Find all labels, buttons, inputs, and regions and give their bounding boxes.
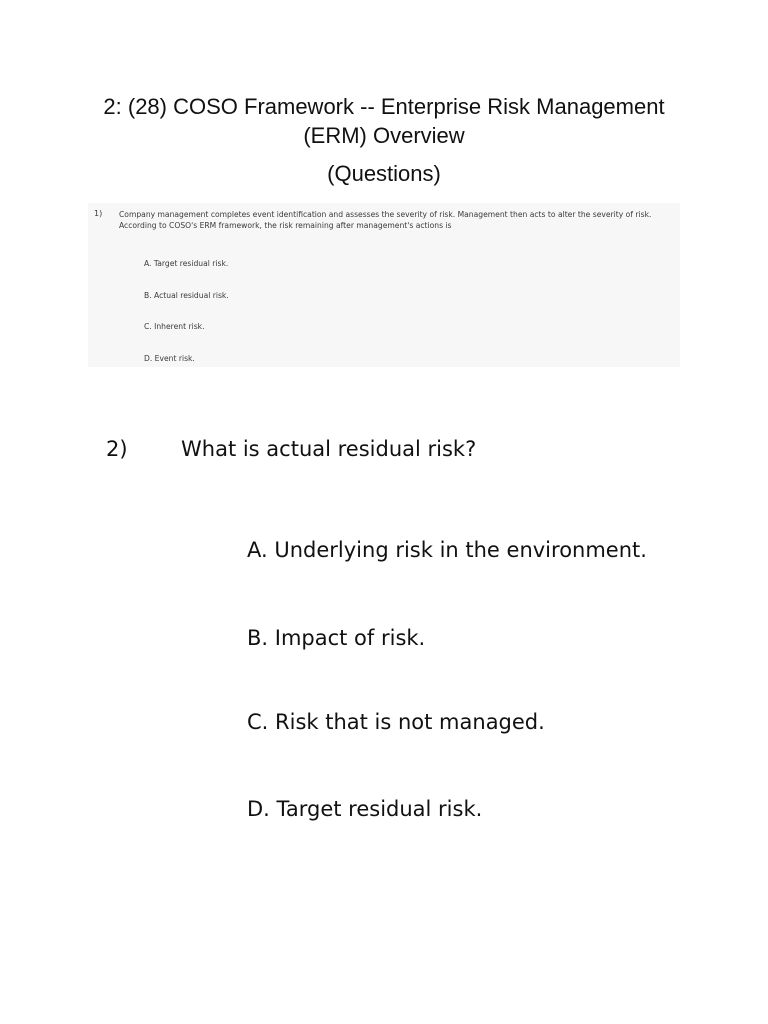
question-2-option-b: B. Impact of risk. xyxy=(247,626,426,650)
question-2-option-c: C. Risk that is not managed. xyxy=(247,710,545,734)
question-1-option-b: B. Actual residual risk. xyxy=(144,291,229,300)
question-1-option-c: C. Inherent risk. xyxy=(144,322,205,331)
question-2-text: What is actual residual risk? xyxy=(181,437,477,461)
question-1-number: 1) xyxy=(94,209,103,218)
document-header xyxy=(0,92,768,188)
question-2-number: 2) xyxy=(106,437,128,461)
question-1-panel xyxy=(88,203,680,367)
question-1-text: Company management completes event identification and assesses the severity of risk. Management then acts to alter the severity of risk. According to COSO's ERM framework, the risk remaining after management's actions is xyxy=(119,210,652,230)
page-title-line2: (ERM) Overview xyxy=(303,123,465,148)
question-1-option-d: D. Event risk. xyxy=(144,354,195,363)
question-2-option-d: D. Target residual risk. xyxy=(247,797,483,821)
question-2-option-a: A. Underlying risk in the environment. xyxy=(247,538,647,562)
page-subtitle: (Questions) xyxy=(327,161,441,186)
page-title-line1: 2: (28) COSO Framework -- Enterprise Risk Management xyxy=(103,94,665,119)
question-1-option-a: A. Target residual risk. xyxy=(144,259,229,268)
